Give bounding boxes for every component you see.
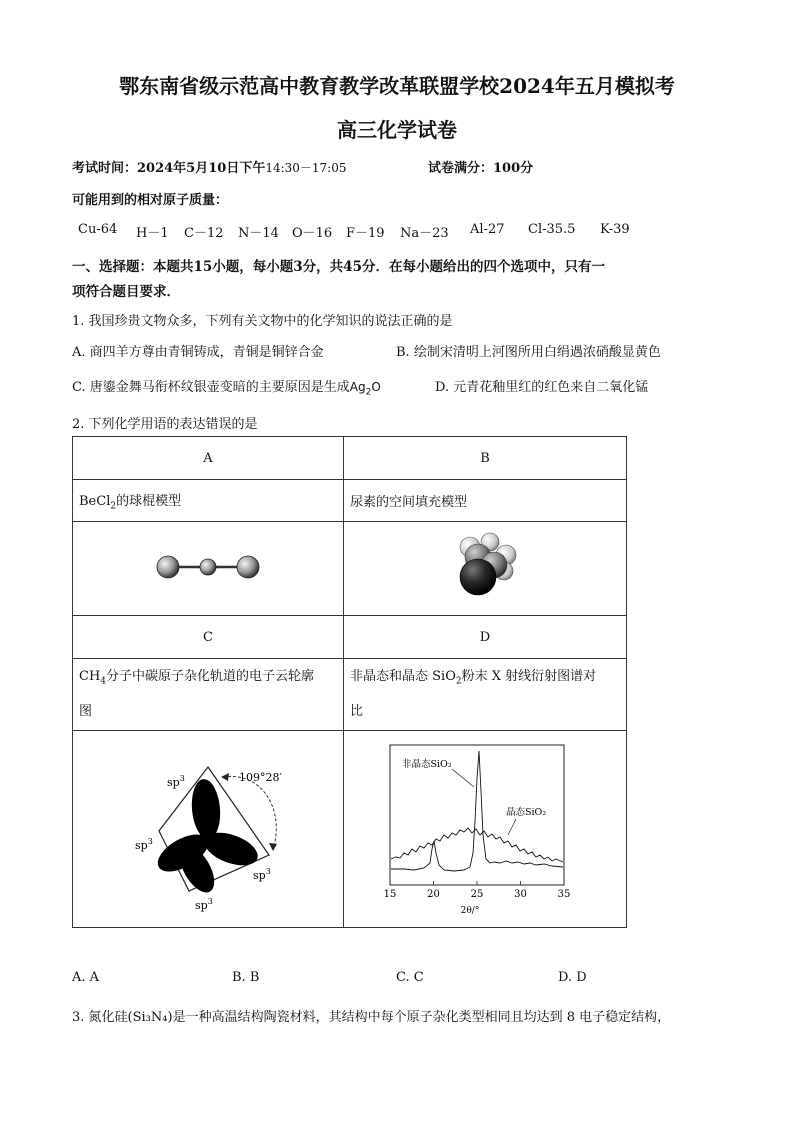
series-amorphous bbox=[391, 828, 563, 862]
desc-a-text2: 的球棍模型 bbox=[116, 493, 182, 509]
x-tick-label: 35 bbox=[557, 889, 571, 900]
desc-c-text2: 分子中碳原子杂化轨道的电子云轮廓 bbox=[106, 669, 315, 685]
exam-time-label: 考试时间：2024年5月10日下午 bbox=[72, 161, 266, 176]
q2-option-b[interactable]: B. B bbox=[232, 970, 260, 985]
q2-option-a[interactable]: A. A bbox=[72, 970, 100, 985]
table-header-a: A bbox=[73, 437, 344, 480]
exam-score: 试卷满分：100分 bbox=[428, 161, 534, 176]
formula-tail: O bbox=[371, 380, 381, 394]
q2-table bbox=[72, 436, 627, 928]
desc-d-text: 非晶态和晶态 SiO bbox=[350, 669, 456, 685]
angle-label: 109°28′ bbox=[239, 771, 282, 784]
arrow-head bbox=[269, 843, 277, 851]
cell-desc-d bbox=[344, 659, 627, 731]
q2-stem: 2. 下列化学用语的表达错误的是 bbox=[72, 417, 258, 432]
label-amorphous: 非晶态SiO₂ bbox=[402, 759, 452, 770]
q1-option-d[interactable]: D. 元青花釉里红的红色来自二氧化锰 bbox=[435, 380, 649, 395]
q1-option-b[interactable]: B. 绘制宋清明上河图所用白绢遇浓硝酸显黄色 bbox=[396, 345, 661, 360]
sp3-text: sp bbox=[253, 869, 266, 882]
label-crystal: 晶态SiO₂ bbox=[506, 807, 547, 818]
cell-desc-b: 尿素的空间填充模型 bbox=[344, 480, 627, 522]
desc-c-sub: 4 bbox=[100, 676, 107, 687]
exam-subtitle: 高三化学试卷 bbox=[337, 118, 457, 142]
cl-atom bbox=[237, 556, 259, 578]
desc-c-text3: 图 bbox=[79, 703, 93, 719]
cl-atom bbox=[157, 556, 179, 578]
q1-stem: 1. 我国珍贵文物众多，下列有关文物中的化学知识的说法正确的是 bbox=[72, 314, 453, 329]
exam-title: 鄂东南省级示范高中教育教学改革联盟学校2024年五月模拟考 bbox=[119, 74, 675, 98]
sp3-sup: 3 bbox=[147, 837, 153, 846]
formula-sub: 2 bbox=[365, 387, 372, 398]
q1-option-c-formula bbox=[349, 380, 381, 398]
desc-d-sub: 2 bbox=[455, 676, 462, 687]
x-ticks bbox=[390, 881, 564, 885]
desc-a-sub: 2 bbox=[110, 501, 117, 512]
cell-figure-c bbox=[73, 731, 344, 928]
cell-figure-a bbox=[73, 522, 344, 616]
table-header-b: B bbox=[344, 437, 627, 480]
sp3-label bbox=[167, 774, 185, 789]
q1-option-c-text: C. 唐鎏金舞马衔杯纹银壶变暗的主要原因是生成 bbox=[72, 380, 350, 395]
section-title-line1: 一、选择题：本题共15小题，每小题3分，共45分．在每小题给出的四个选项中，只有一 bbox=[72, 259, 605, 275]
exam-time bbox=[72, 157, 347, 176]
q1-option-a[interactable]: A. 商四羊方尊由青铜铸成，青铜是铜锌合金 bbox=[72, 345, 324, 360]
cell-figure-b bbox=[344, 522, 627, 616]
cell-desc-c bbox=[73, 659, 344, 731]
atomic-mass-label: 可能用到的相对原子质量： bbox=[72, 193, 229, 208]
formula-base: Ag bbox=[349, 380, 366, 394]
table-header-d: D bbox=[344, 616, 627, 659]
sp3-orbital-diagram bbox=[73, 731, 343, 927]
carbon-nucleus bbox=[199, 830, 217, 848]
section-title-line2: 项符合题目要求． bbox=[72, 284, 180, 300]
atomic-mass-item: K-39 bbox=[600, 222, 630, 237]
sp3-sup: 3 bbox=[207, 897, 213, 906]
o-atom bbox=[460, 559, 496, 595]
leader-line bbox=[452, 769, 474, 787]
sp3-text: sp bbox=[167, 776, 180, 789]
x-tick-label: 20 bbox=[427, 889, 440, 900]
desc-c-text: CH bbox=[79, 669, 101, 685]
sp3-label bbox=[135, 837, 153, 852]
atomic-mass-item: Cl-35.5 bbox=[528, 222, 576, 237]
x-axis-label: 2θ/° bbox=[460, 906, 480, 916]
be-atom bbox=[200, 559, 216, 575]
atomic-mass-item: C－12 bbox=[184, 226, 224, 241]
q1-option-c[interactable] bbox=[72, 376, 381, 397]
x-tick-label: 30 bbox=[514, 889, 527, 900]
atomic-mass-item: Cu-64 bbox=[78, 222, 118, 237]
q3-stem bbox=[72, 1006, 670, 1025]
becl2-ball-stick-model bbox=[148, 547, 268, 587]
sp3-sup: 3 bbox=[179, 774, 185, 783]
cell-desc-a bbox=[73, 480, 344, 522]
sp3-text: sp bbox=[195, 899, 208, 912]
orbital-lobes bbox=[152, 778, 262, 898]
atomic-mass-item: H－1 bbox=[136, 226, 169, 241]
sp3-sup: 3 bbox=[265, 867, 271, 876]
q2-option-c[interactable]: C. C bbox=[396, 970, 424, 985]
cell-figure-d bbox=[344, 731, 627, 928]
sp3-label bbox=[253, 867, 271, 882]
sp3-label bbox=[195, 897, 213, 912]
q2-option-d[interactable]: D. D bbox=[558, 970, 587, 985]
exam-time-value: 14:30－17:05 bbox=[265, 161, 347, 175]
urea-space-filling-model bbox=[440, 527, 530, 607]
desc-d-text2: 粉末 X 射线衍射图谱对 bbox=[461, 669, 597, 685]
table-header-c: C bbox=[73, 616, 344, 659]
q3-text2: 是一种高温结构陶瓷材料，其结构中每个原子杂化类型相同且均达到 8 电子稳定结构， bbox=[172, 1010, 671, 1025]
arrow-head bbox=[221, 773, 229, 781]
x-tick-labels bbox=[384, 889, 571, 900]
leader-line bbox=[508, 819, 516, 835]
atomic-mass-item: N－14 bbox=[238, 226, 279, 241]
atomic-mass-item: O－16 bbox=[292, 226, 333, 241]
q3-formula: (Si₃N₄) bbox=[127, 1010, 173, 1025]
q3-text: 3. 氮化硅 bbox=[72, 1010, 128, 1025]
atomic-mass-item: Na－23 bbox=[400, 226, 449, 241]
sp3-text: sp bbox=[135, 839, 148, 852]
xrd-spectrum-chart bbox=[344, 731, 626, 927]
x-tick-label: 25 bbox=[470, 889, 484, 900]
atomic-mass-item: F－19 bbox=[346, 226, 385, 241]
atomic-mass-item: Al-27 bbox=[470, 222, 505, 237]
desc-a-text: BeCl bbox=[79, 493, 111, 509]
desc-d-text3: 比 bbox=[350, 703, 364, 719]
x-tick-label: 15 bbox=[383, 889, 397, 900]
